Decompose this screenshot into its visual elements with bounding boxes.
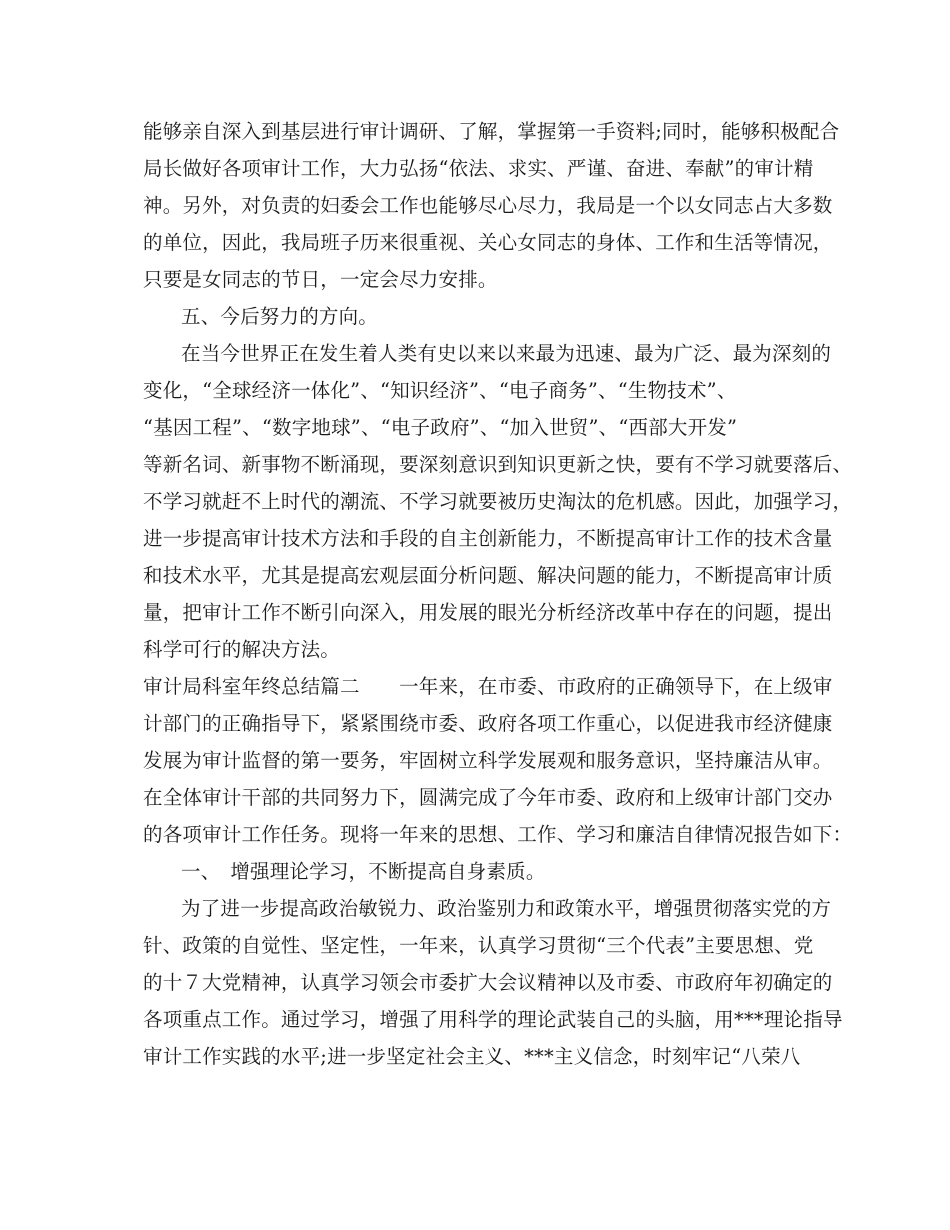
text-line: 进一步提高审计技术方法和手段的自主创新能力，不断提高审计工作的技术含量 bbox=[143, 527, 833, 550]
text-line: 为了进一步提高政治敏锐力、政治鉴别力和政策水平，增强贯彻落实党的方 bbox=[181, 897, 832, 920]
text-line: “基因工程”、“数字地球”、“电子政府”、“加入世贸”、“西部大开发” bbox=[143, 416, 738, 439]
text-line: 的单位，因此，我局班子历来很重视、关心女同志的身体、工作和生活等情况， bbox=[143, 231, 833, 254]
text-line: 各项重点工作。通过学习，增强了用科学的理论武装自己的头脑，用***理论指导 bbox=[143, 1008, 843, 1031]
text-line: 神。另外，对负责的妇委会工作也能够尽心尽力，我局是一个以女同志占大多数 bbox=[143, 194, 833, 217]
text-line: 科学可行的解决方法。 bbox=[143, 638, 341, 661]
text-line: 审计局科室年终总结篇二 一年来，在市委、市政府的正确领导下，在上级审 bbox=[143, 675, 833, 698]
text-line: 计部门的正确指导下，紧紧围绕市委、政府各项工作重心，以促进我市经济健康 bbox=[143, 712, 833, 735]
text-line: 审计工作实践的水平;进一步坚定社会主义、***主义信念，时刻牢记“八荣八 bbox=[143, 1045, 801, 1068]
text-line: 的各项审计工作任务。现将一年来的思想、工作、学习和廉洁自律情况报告如下： bbox=[143, 823, 853, 846]
text-line: 和技术水平，尤其是提高宏观层面分析问题、解决问题的能力，不断提高审计质 bbox=[143, 564, 833, 587]
text-line: 局长做好各项审计工作，大力弘扬“依法、求实、严谨、奋进、奉献”的审计精 bbox=[143, 157, 814, 180]
text-line: 在全体审计干部的共同努力下，圆满完成了今年市委、政府和上级审计部门交办 bbox=[143, 786, 833, 809]
text-line: 在当今世界正在发生着人类有史以来以来最为迅速、最为广泛、最为深刻的 bbox=[181, 342, 832, 365]
text-line: 量，把审计工作不断引向深入，用发展的眼光分析经济改革中存在的问题，提出 bbox=[143, 601, 833, 624]
text-line: 等新名词、新事物不断涌现，要深刻意识到知识更新之快，要有不学习就要落后、 bbox=[143, 453, 853, 476]
text-line: 的十７大党精神，认真学习领会市委扩大会议精神以及市委、市政府年初确定的 bbox=[143, 971, 833, 994]
section-heading: 五、今后努力的方向。 bbox=[181, 305, 379, 328]
text-line: 只要是女同志的节日，一定会尽力安排。 bbox=[143, 268, 498, 291]
text-line: 发展为审计监督的第一要务，牢固树立科学发展观和服务意识，坚持廉洁从审。 bbox=[143, 749, 833, 772]
text-line: 不学习就赶不上时代的潮流、不学习就要被历史淘汰的危机感。因此，加强学习， bbox=[143, 490, 853, 513]
text-line: 变化，“全球经济一体化”、“知识经济”、“电子商务”、“生物技术”、 bbox=[143, 379, 737, 402]
text-line: 针、政策的自觉性、坚定性，一年来，认真学习贯彻“三个代表”主要思想、党 bbox=[143, 934, 814, 957]
text-line: 能够亲自深入到基层进行审计调研、了解，掌握第一手资料;同时，能够积极配合 bbox=[143, 120, 840, 143]
section-heading: 一、 增强理论学习，不断提高自身素质。 bbox=[181, 860, 546, 883]
